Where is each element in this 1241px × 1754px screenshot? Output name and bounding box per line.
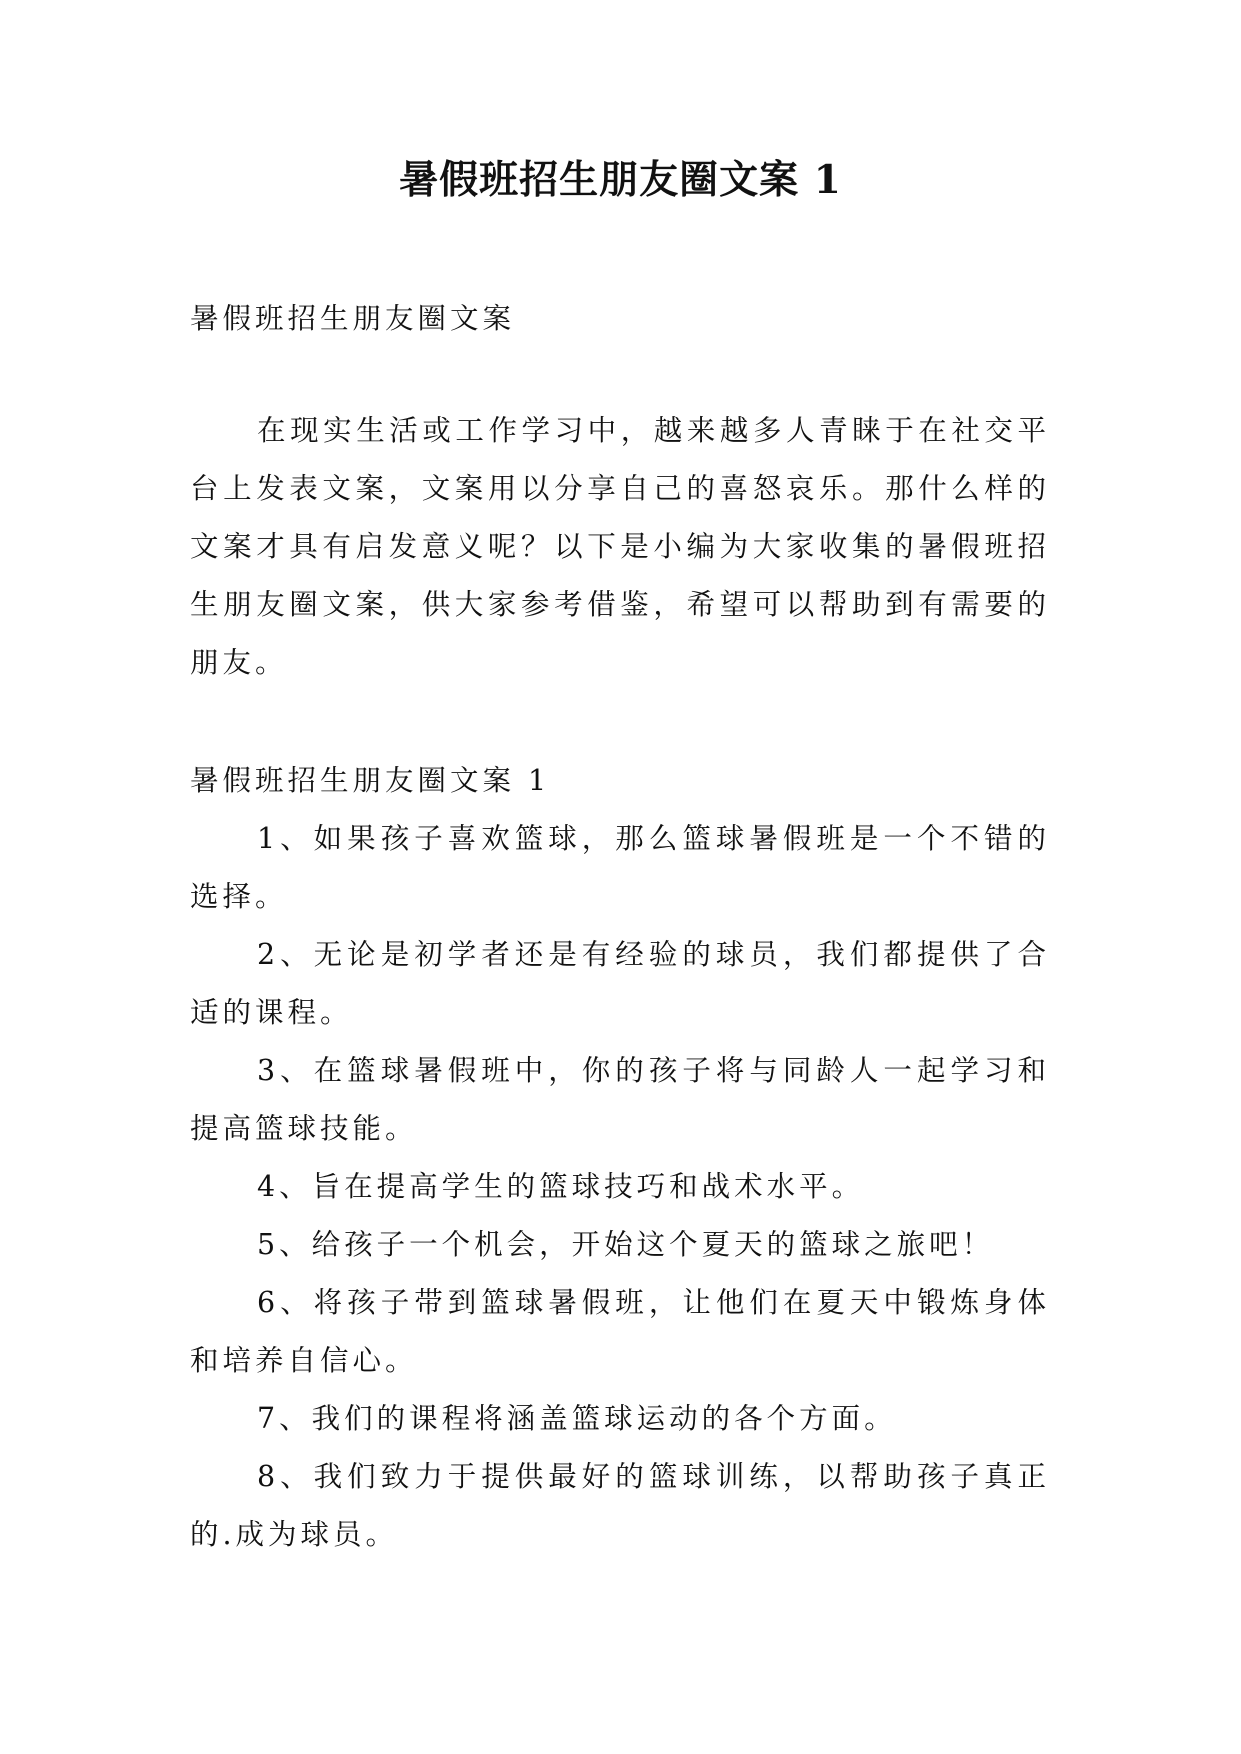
- list-item: 2、无论是初学者还是有经验的球员，我们都提供了合适的课程。: [190, 938, 1050, 1029]
- list-item: 4、旨在提高学生的篮球技巧和战术水平。: [257, 1170, 865, 1203]
- section-content: [190, 752, 1050, 1564]
- list-item: 8、我们致力于提供最好的篮球训练，以帮助孩子真正的.成为球员。: [190, 1460, 1050, 1551]
- document-title: 暑假班招生朋友圈文案 1: [399, 157, 842, 203]
- section-heading: 暑假班招生朋友圈文案 1: [190, 764, 551, 797]
- list-item: 6、将孩子带到篮球暑假班，让他们在夏天中锻炼身体和培养自信心。: [190, 1286, 1050, 1377]
- list-item: 7、我们的课程将涵盖篮球运动的各个方面。: [257, 1402, 897, 1435]
- document-subtitle: 暑假班招生朋友圈文案: [190, 302, 516, 335]
- list-item: 5、给孩子一个机会，开始这个夏天的篮球之旅吧！: [257, 1228, 995, 1261]
- list-item: 3、在篮球暑假班中，你的孩子将与同龄人一起学习和提高篮球技能。: [190, 1054, 1050, 1145]
- intro-paragraph: 在现实生活或工作学习中，越来越多人青睐于在社交平台上发表文案，文案用以分享自己的喜怒哀乐。那什么样的文案才具有启发意义呢？以下是小编为大家收集的暑假班招生朋友圈文案，供大家参考借鉴，希望可以帮助到有需要的朋友。: [190, 414, 1050, 679]
- list-item: 1、如果孩子喜欢篮球，那么篮球暑假班是一个不错的选择。: [190, 822, 1050, 913]
